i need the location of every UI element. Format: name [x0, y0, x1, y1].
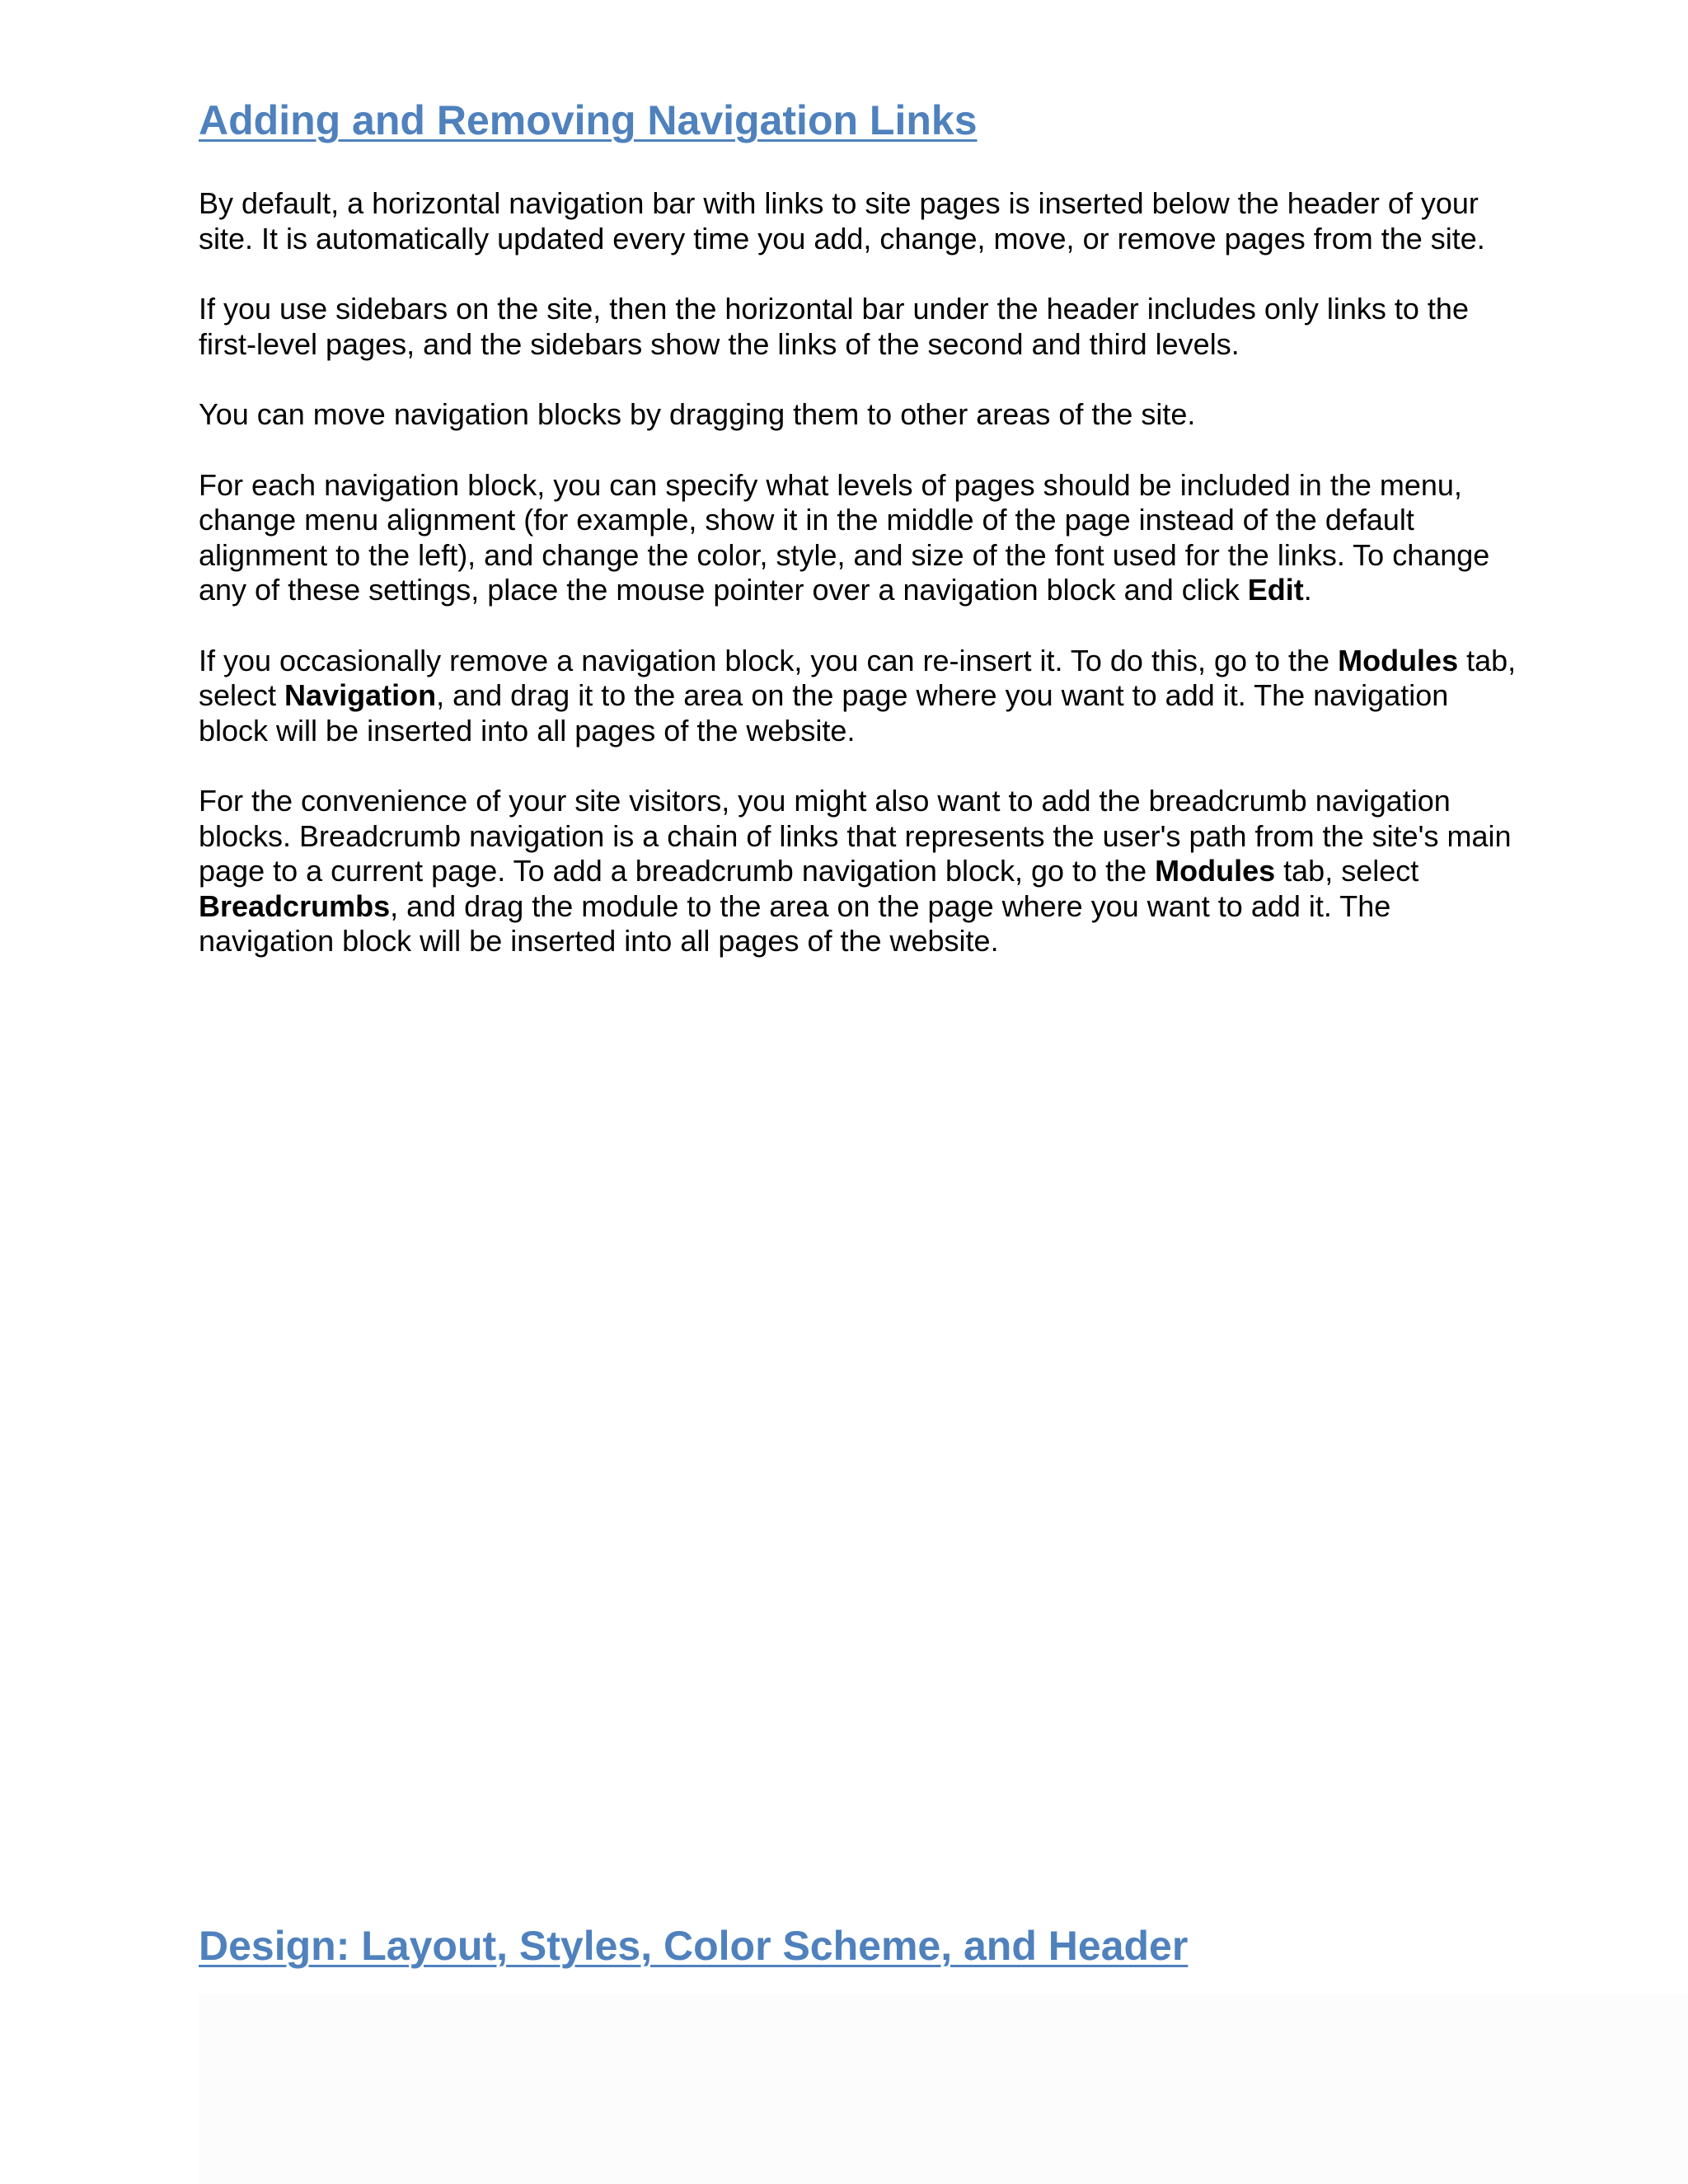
- paragraph-text: tab, select: [199, 643, 1517, 712]
- paragraph-breadcrumb-navigation: [199, 784, 1517, 959]
- paragraph-text: tab, select: [1275, 854, 1419, 888]
- edit-term: Edit: [1247, 573, 1304, 607]
- paragraph-text: For the convenience of your site visitors, you might also want to add the breadcrumb navigation blocks. Breadcrumb navigation is a chain of links that represents the user's path from the site's main page to a current page. To add a breadcrumb navigation block, go to the: [199, 784, 1512, 888]
- navigation-term: Navigation: [284, 678, 437, 712]
- paragraph-sidebars: If you use sidebars on the site, then the horizontal bar under the header includes only links to the first-level pages, and the sidebars show the links of the second and third levels.: [199, 292, 1469, 361]
- section-adding-removing-navigation-links: [199, 96, 1517, 959]
- paragraph-text: .: [1303, 573, 1312, 607]
- paragraph-move-navigation-blocks: You can move navigation blocks by dragging them to other areas of the site.: [199, 397, 1196, 431]
- paragraph-text: , and drag the module to the area on the page where you want to add it. The navigation block will be inserted into all pages of the website.: [199, 888, 1391, 958]
- paragraph-text: For each navigation block, you can specify what levels of pages should be included in the menu, change menu alignment (for example, show it in the middle of the page instead of the default alignment to the left), and change the color, style, and size of the font used for the links. To change any of these settings, place the mouse pointer over a navigation block and click: [199, 467, 1490, 607]
- paragraph-reinsert-navigation-block: [199, 644, 1517, 749]
- breadcrumbs-term: Breadcrumbs: [199, 888, 391, 923]
- next-page-panel: [199, 1994, 1688, 2184]
- section-heading-navigation-links[interactable]: Adding and Removing Navigation Links: [199, 97, 978, 143]
- paragraph-default-navigation-bar: By default, a horizontal navigation bar with links to site pages is inserted below the header of your site. It is automatically updated every time you add, change, move, or remove pages from the site.: [199, 186, 1485, 255]
- paragraph-text: If you occasionally remove a navigation block, you can re-insert it. To do this, go to the: [199, 643, 1339, 677]
- paragraph-text: , and drag it to the area on the page where you want to add it. The navigation block will be inserted into all pages of the website.: [199, 678, 1449, 748]
- section-heading-design[interactable]: Design: Layout, Styles, Color Scheme, and Header: [199, 1923, 1189, 1969]
- section-design: [199, 1921, 1188, 1971]
- modules-term: Modules: [1155, 854, 1276, 888]
- paragraph-navigation-block-settings: [199, 468, 1517, 608]
- modules-term: Modules: [1338, 643, 1459, 677]
